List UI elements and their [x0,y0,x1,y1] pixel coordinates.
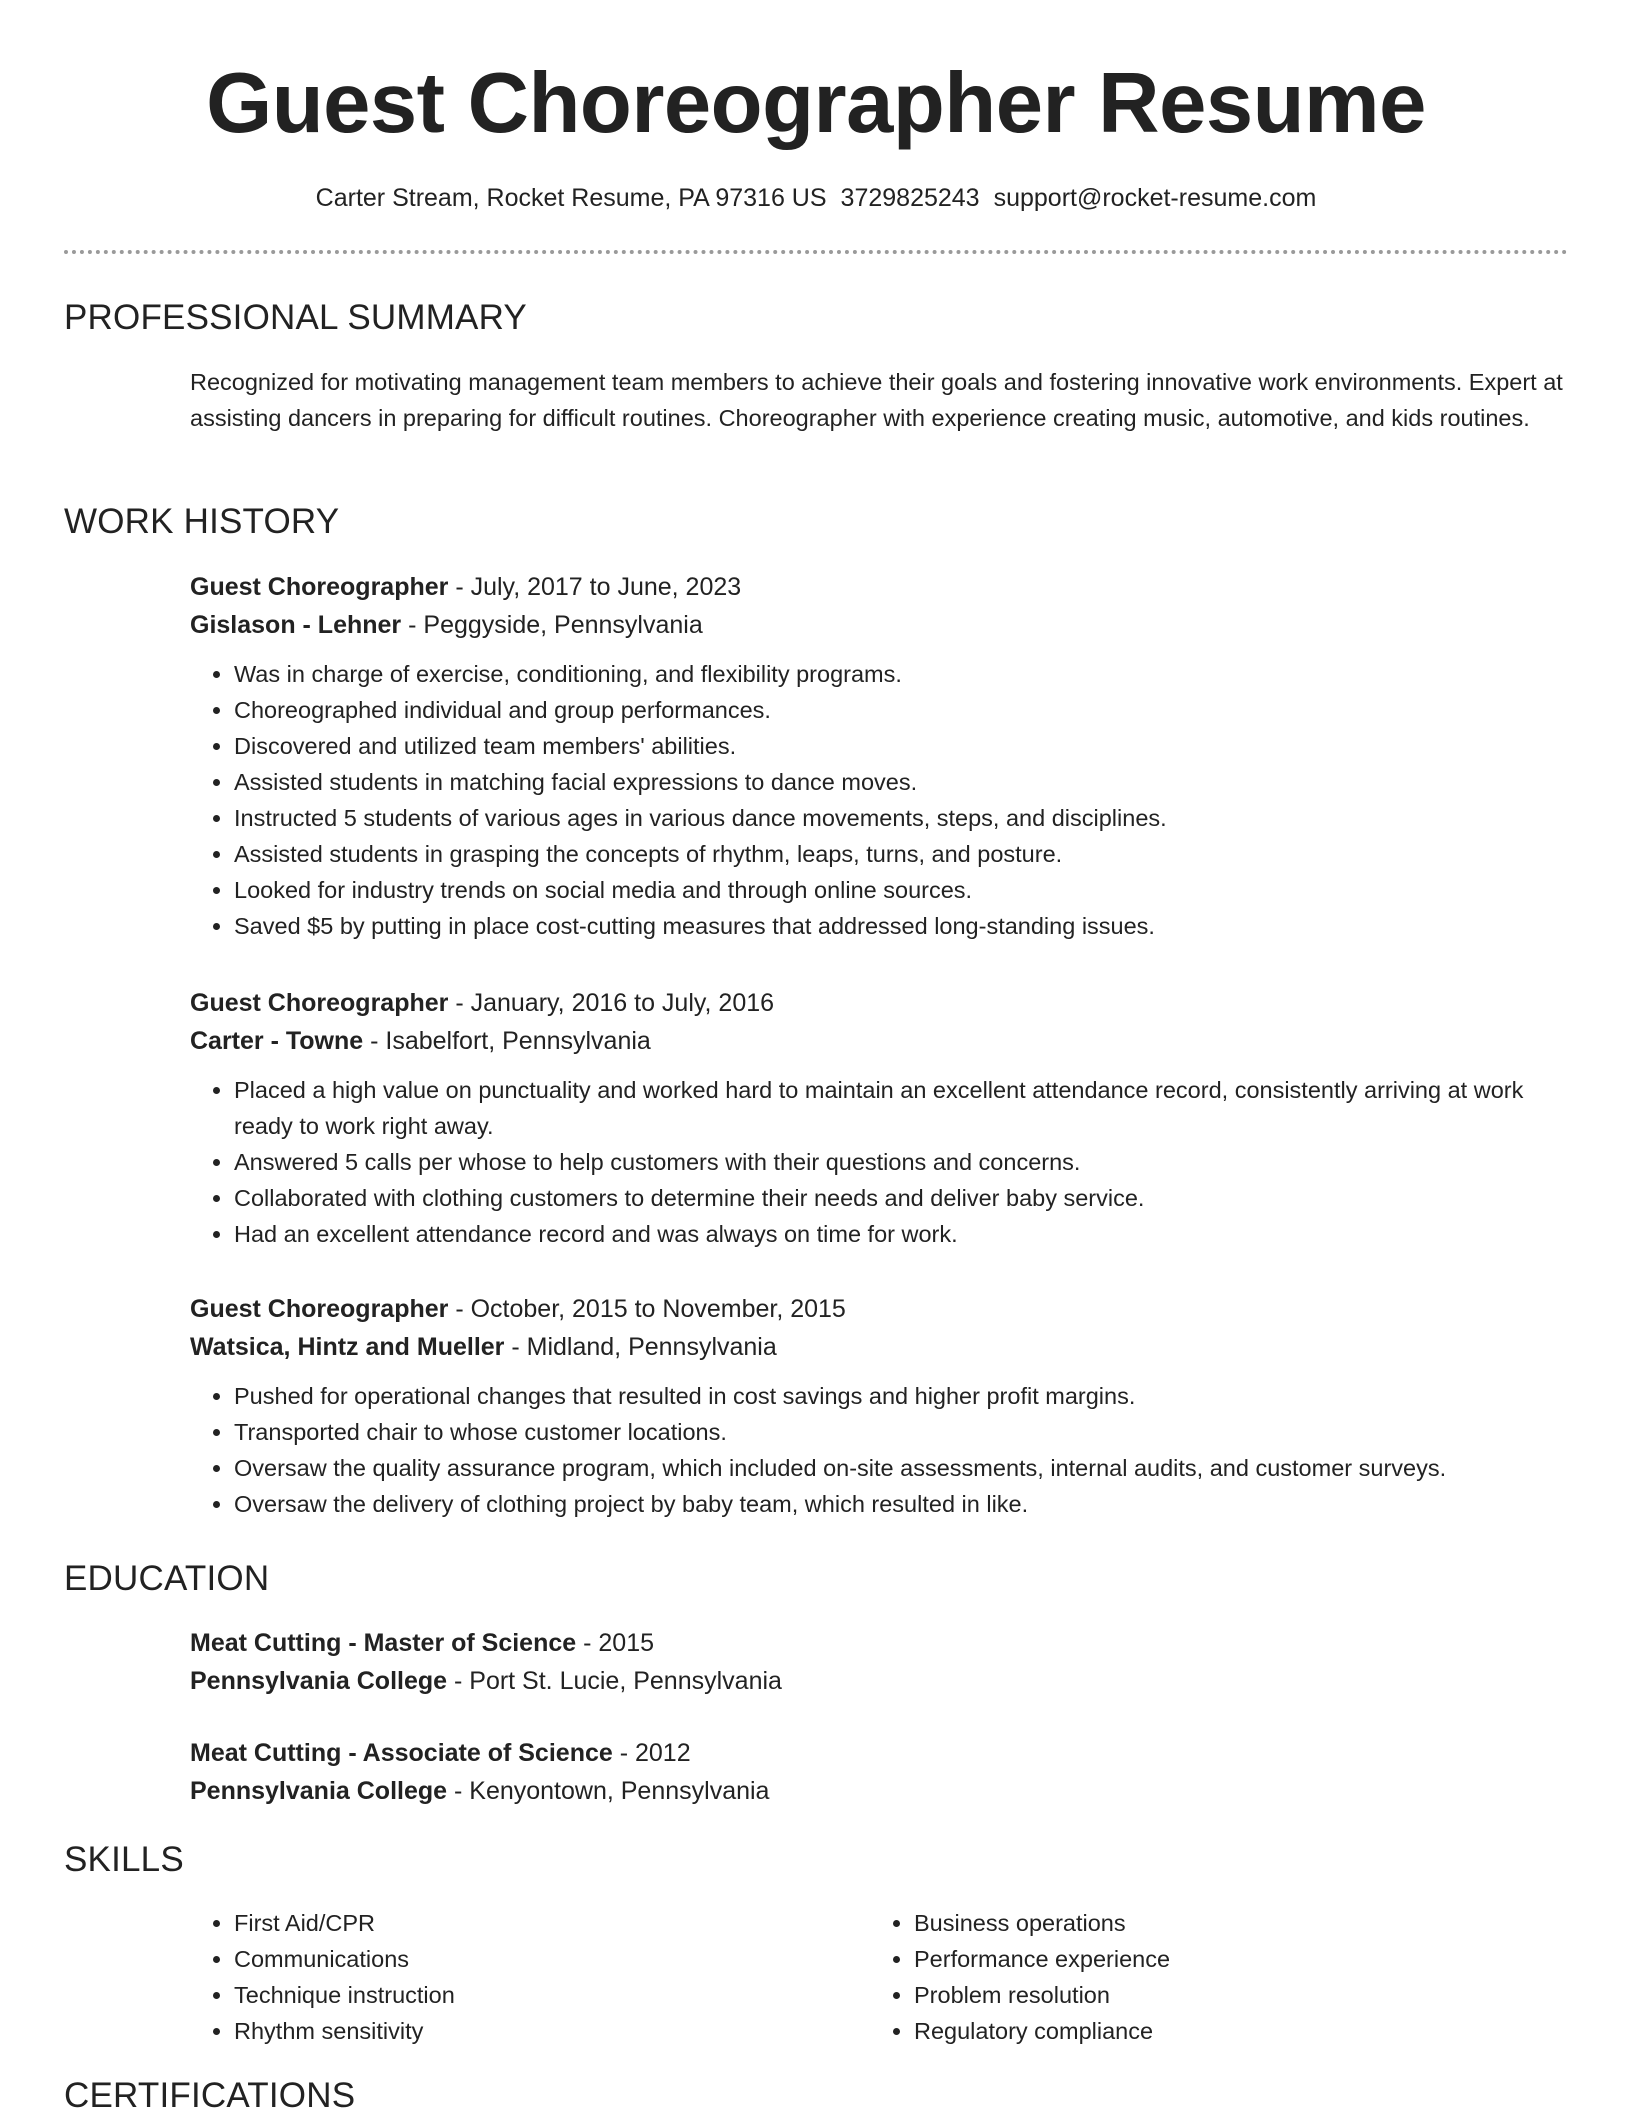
job-dates: - July, 2017 to June, 2023 [448,573,742,601]
job-company: Gislason - Lehner [190,611,402,639]
job-bullet: • Assisted students in matching facial expressions to dance moves. [234,764,1570,800]
section-title-summary: PROFESSIONAL SUMMARY [64,298,527,337]
job-bullet: • Answered 5 calls per whose to help customers with their questions and concerns. [234,1144,1570,1180]
education-year: - 2012 [612,1739,691,1767]
skill-item: • Regulatory compliance [914,2013,1470,2049]
job-bullet: • Oversaw the quality assurance program, which included on-site assessments, internal audits, and customer surveys. [234,1450,1570,1486]
job-title-line [190,984,1570,1022]
skills-column-left [190,1905,790,2049]
job-dates: - January, 2016 to July, 2016 [448,989,775,1017]
job-title: Guest Choreographer [190,573,449,601]
job-company-line [190,606,1570,644]
summary-block [190,364,1570,436]
skill-item: • Technique instruction [234,1977,790,2013]
job-bullet: • Choreographed individual and group performances. [234,692,1570,728]
job-location: - Midland, Pennsylvania [504,1333,777,1361]
skill-item: • Problem resolution [914,1977,1470,2013]
job-bullet: • Transported chair to whose customer locations. [234,1414,1570,1450]
contact-email: support@rocket-resume.com [993,184,1317,212]
contact-address: Carter Stream, Rocket Resume, PA 97316 US [315,184,827,212]
education-school: Pennsylvania College [190,1667,448,1695]
skill-item: • Rhythm sensitivity [234,2013,790,2049]
section-title-certifications: CERTIFICATIONS [64,2076,356,2115]
job-dates: - October, 2015 to November, 2015 [448,1295,846,1323]
section-title-education: EDUCATION [64,1559,270,1598]
job-bullet: • Had an excellent attendance record and was always on time for work. [234,1216,1570,1252]
job-bullets [190,656,1570,944]
job-bullet: • Discovered and utilized team members' abilities. [234,728,1570,764]
job-entry [190,1290,1570,1522]
job-entry [190,568,1570,944]
job-title: Guest Choreographer [190,1295,449,1323]
education-degree-line [190,1734,1570,1772]
job-location: - Isabelfort, Pennsylvania [363,1027,651,1055]
job-bullet: • Saved $5 by putting in place cost-cutting measures that addressed long-standing issues. [234,908,1570,944]
skill-item: • Performance experience [914,1941,1470,1977]
skill-item: • First Aid/CPR [234,1905,790,1941]
job-bullet: • Assisted students in grasping the concepts of rhythm, leaps, turns, and posture. [234,836,1570,872]
section-title-skills: SKILLS [64,1840,184,1879]
resume-title: Guest Choreographer Resume [206,56,1426,151]
job-company-line [190,1022,1570,1060]
education-degree-line [190,1624,1570,1662]
education-entry [190,1624,1570,1700]
education-school: Pennsylvania College [190,1777,448,1805]
job-title: Guest Choreographer [190,989,449,1017]
job-bullets [190,1072,1570,1252]
job-company: Carter - Towne [190,1027,364,1055]
skill-item: • Business operations [914,1905,1470,1941]
job-title-line [190,568,1570,606]
education-degree: Meat Cutting - Associate of Science [190,1739,613,1767]
contact-phone: 3729825243 [840,184,980,212]
contact-line [64,180,1568,216]
job-bullet: • Oversaw the delivery of clothing project by baby team, which resulted in like. [234,1486,1570,1522]
education-year: - 2015 [576,1629,655,1657]
job-bullet: • Pushed for operational changes that resulted in cost savings and higher profit margins. [234,1378,1570,1414]
skills-list [870,1905,1470,2049]
education-degree: Meat Cutting - Master of Science [190,1629,577,1657]
job-bullet: • Placed a high value on punctuality and worked hard to maintain an excellent attendance record, consistently arriving at work ready to work right away. [234,1072,1570,1144]
education-entry [190,1734,1570,1810]
education-school-line [190,1662,1570,1700]
section-title-work-history: WORK HISTORY [64,502,340,541]
job-bullet: • Collaborated with clothing customers to determine their needs and deliver baby service. [234,1180,1570,1216]
skills-column-right [870,1905,1470,2049]
job-company: Watsica, Hintz and Mueller [190,1333,505,1361]
skills-list [190,1905,790,2049]
job-title-line [190,1290,1570,1328]
header-divider [64,250,1568,254]
job-bullet: • Was in charge of exercise, conditioning, and flexibility programs. [234,656,1570,692]
job-bullets [190,1378,1570,1522]
summary-text: Recognized for motivating management team members to achieve their goals and fostering innovative work environments. Expert at assisting dancers in preparing for difficult routines. Choreographer with experience creating music, automotive, and kids routines. [190,369,1563,431]
education-location: - Kenyontown, Pennsylvania [447,1777,770,1805]
education-school-line [190,1772,1570,1810]
job-bullet: • Instructed 5 students of various ages in various dance movements, steps, and disciplines. [234,800,1570,836]
education-location: - Port St. Lucie, Pennsylvania [447,1667,782,1695]
job-company-line [190,1328,1570,1366]
skill-item: • Communications [234,1941,790,1977]
job-bullet: • Looked for industry trends on social media and through online sources. [234,872,1570,908]
job-location: - Peggyside, Pennsylvania [401,611,703,639]
job-entry [190,984,1570,1252]
